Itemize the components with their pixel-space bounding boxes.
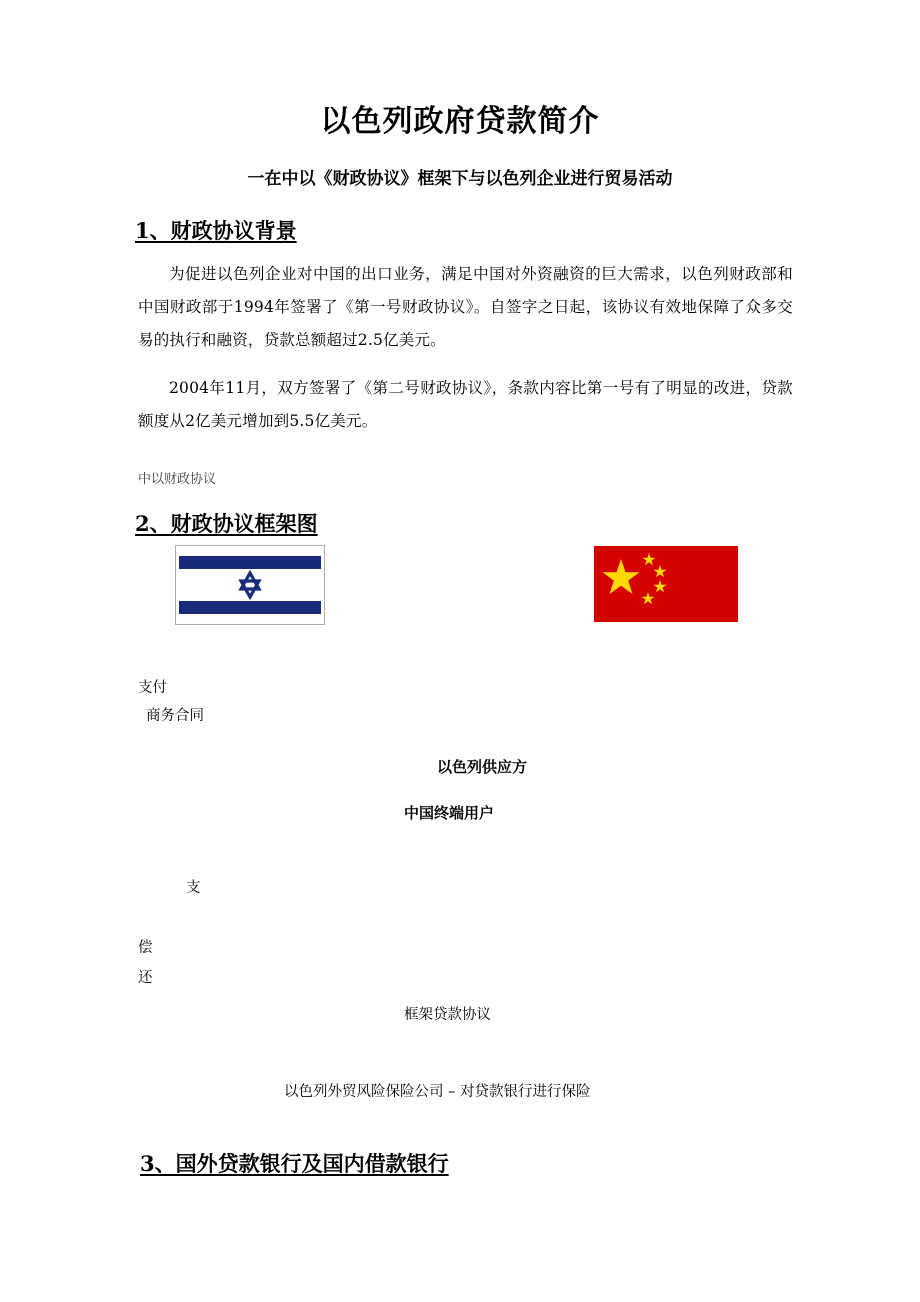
- diagram-label-payment: 支付: [138, 680, 167, 696]
- diagram-label-commercial-contract: 商务合同: [146, 708, 204, 724]
- page-subtitle: 一在中以《财政协议》框架下与以色列企业进行贸易活动: [247, 169, 673, 189]
- framework-caption: 中以财政协议: [138, 472, 217, 487]
- diagram-label-israeli-supplier: 以色列供应方: [437, 758, 528, 776]
- diagram-label-huan: 还: [138, 970, 153, 986]
- section-heading-2: 2、财政协议框架图: [135, 511, 318, 536]
- israel-flag-icon: [175, 545, 325, 625]
- diagram-label-insurance: 以色列外贸风险保险公司 – 对贷款银行进行保险: [284, 1084, 591, 1100]
- section-heading-3: 3、国外贷款银行及国内借款银行: [140, 1151, 449, 1176]
- china-flag-icon: [594, 546, 738, 622]
- diagram-label-framework-loan-agreement: 框架贷款协议: [404, 1007, 491, 1023]
- diagram-label-chinese-end-user: 中国终端用户: [404, 804, 495, 822]
- page-title: 以色列政府贷款简介: [320, 104, 600, 139]
- section-heading-1: 1、财政协议背景: [135, 218, 297, 243]
- body-paragraph-2: 2004年11月，双方签署了《第二号财政协议》，条款内容比第一号有了明显的改进，贷款额度从2亿美元增加到5.5亿美元。: [138, 379, 793, 430]
- diagram-label-zhi: 支: [186, 880, 201, 896]
- diagram-label-chang: 偿: [138, 940, 153, 956]
- body-paragraph-1: 为促进以色列企业对中国的出口业务，满足中国对外资融资的巨大需求，以色列财政部和中国财政部于1994年签署了《第一号财政协议》。自签字之日起，该协议有效地保障了众多交易的执行和融资，贷款总额超过2.5亿美元。: [138, 265, 793, 349]
